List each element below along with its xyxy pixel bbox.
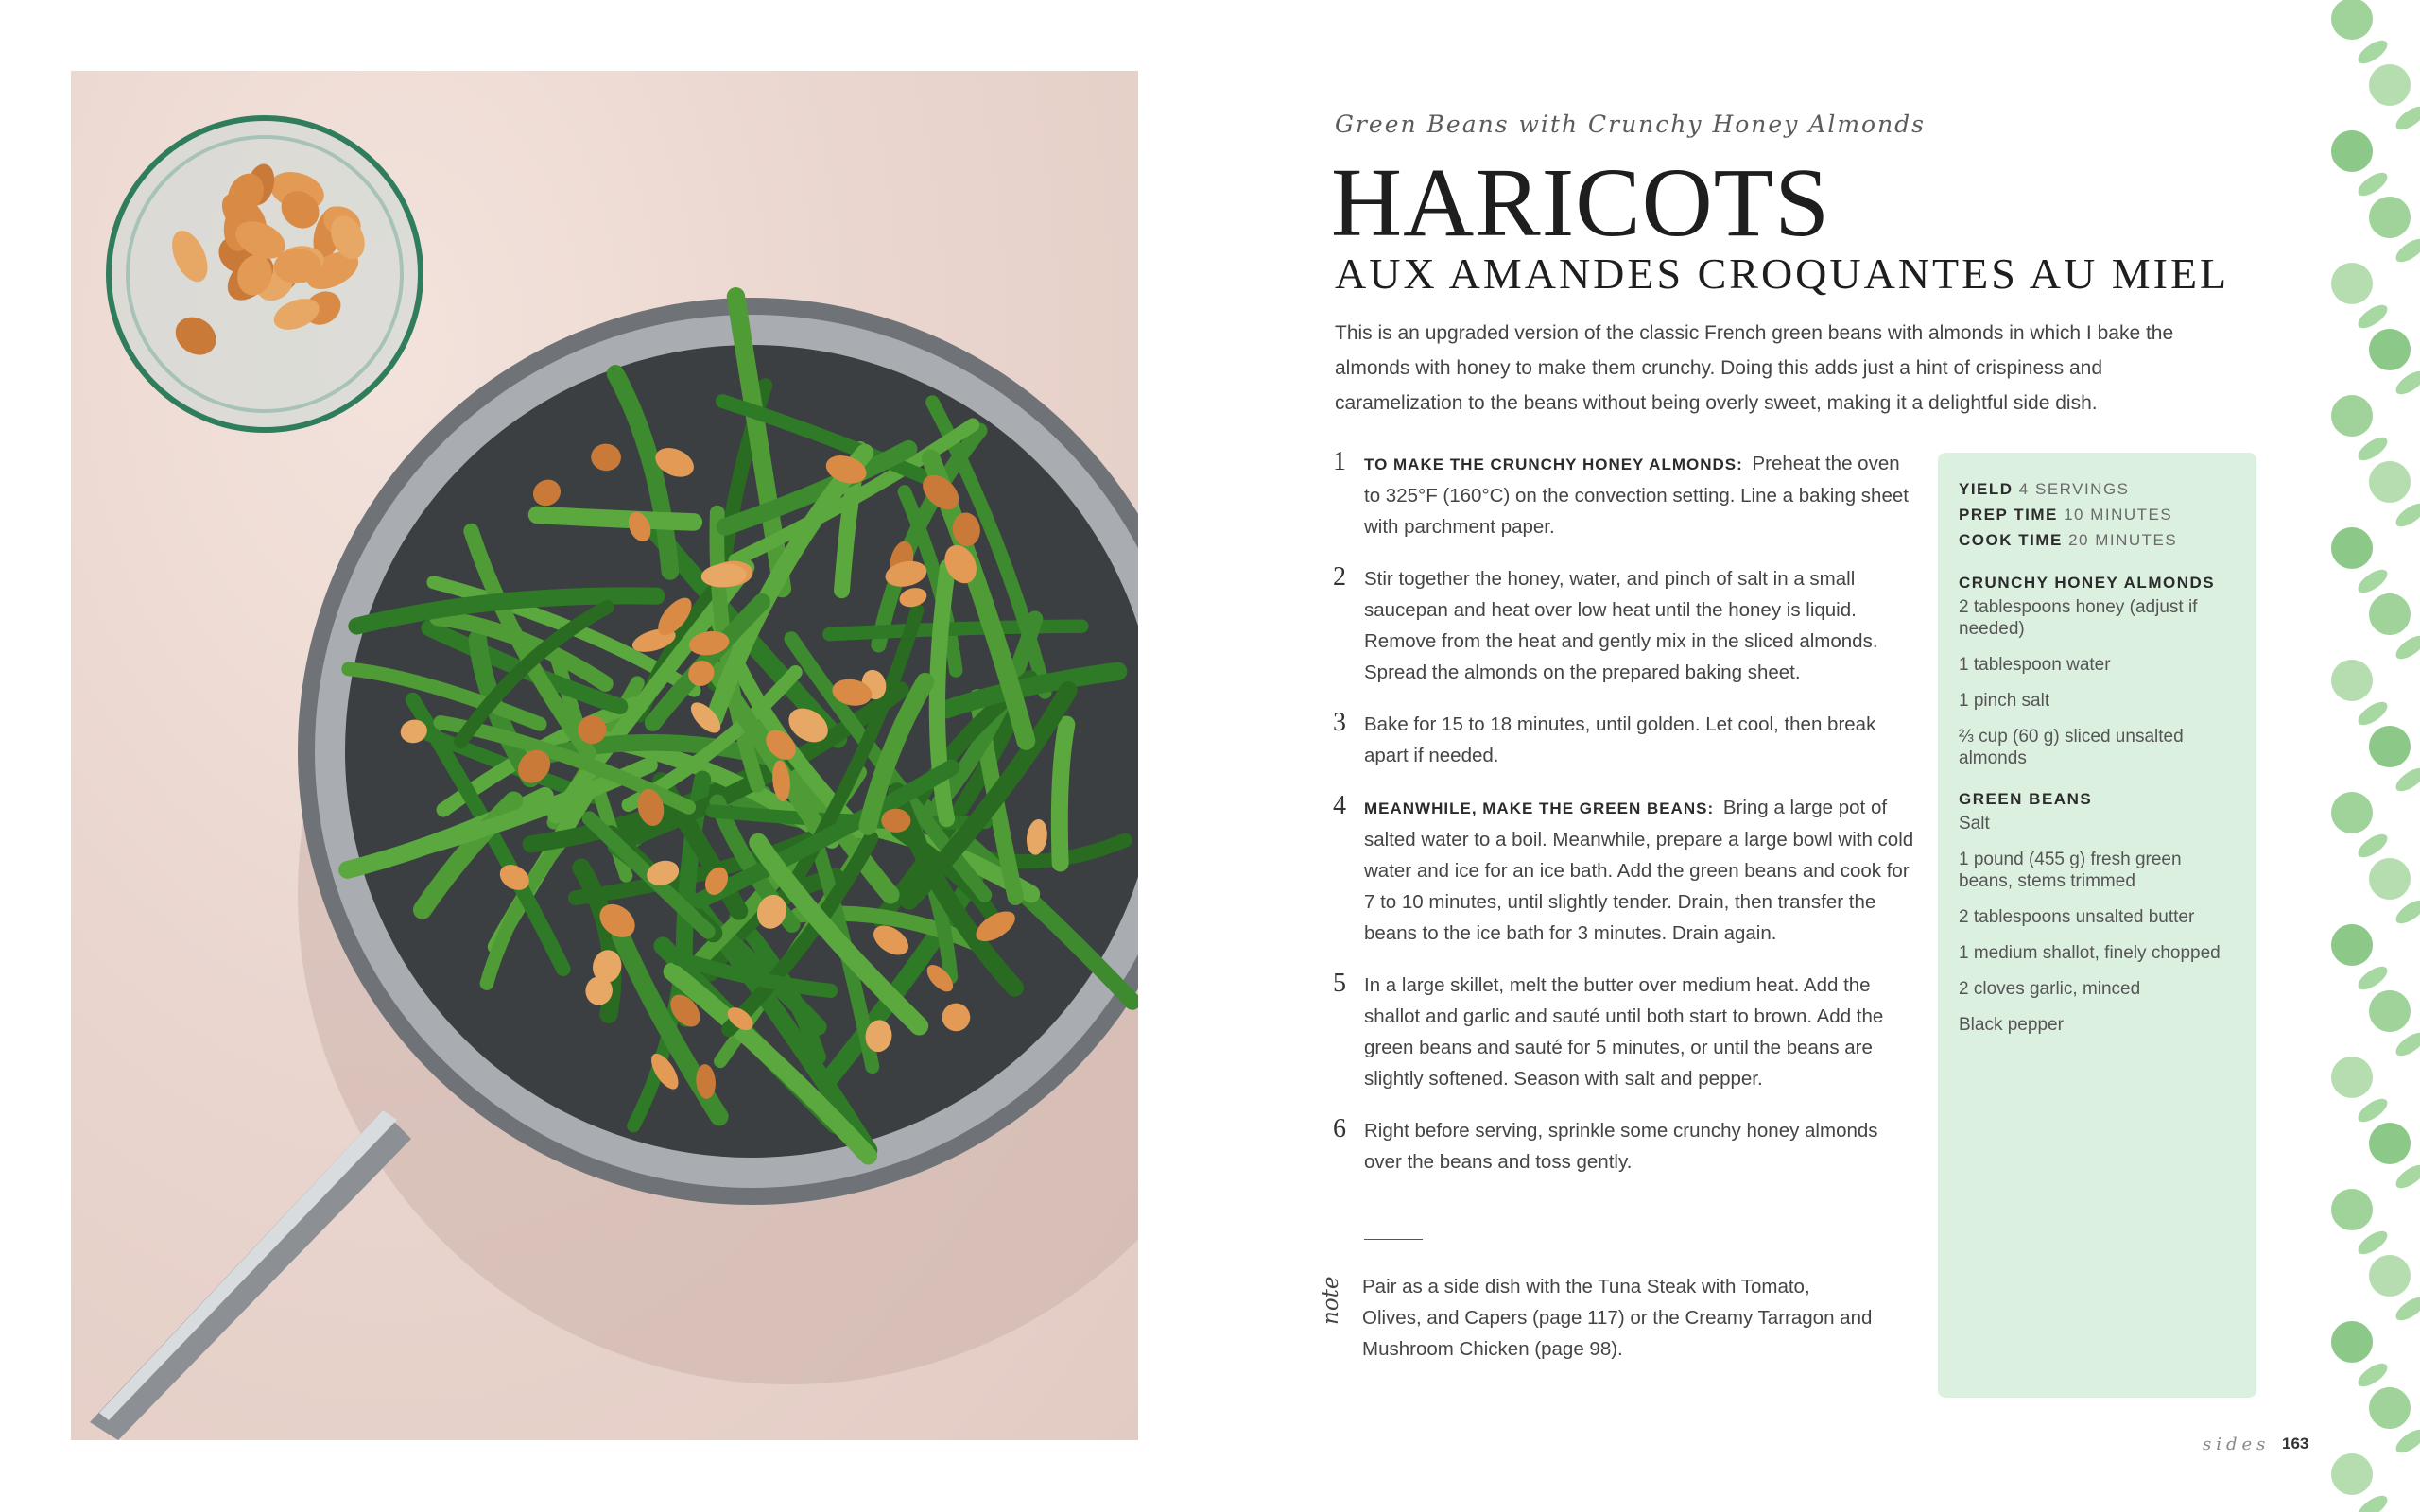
ingredients-panel [1938,453,2256,1398]
flower-shape [2369,329,2411,370]
note-label: note [1319,1276,1343,1325]
recipe-steps [1333,448,1919,1198]
step-text: Bring a large pot of salted water to a boil. Meanwhile, prepare a large bowl with cold water and ice for an ice bath. Add the green beans and cook for 7 to 10 minutes, until slightly tender. Drain, then transfer the beans to the ice bath for 3 minutes. Drain again. [1364,797,1914,944]
cook-label: COOK TIME [1959,531,2063,549]
step-number: 1 [1333,447,1346,476]
leaf-shape [2393,102,2420,134]
leaf-shape [2355,433,2392,465]
flower-shape [2369,64,2411,106]
leaf-shape [2393,896,2420,928]
leaf-shape [2355,1094,2392,1126]
step-number: 6 [1333,1114,1346,1143]
leaf-shape [2355,301,2392,333]
cook-value: 20 MINUTES [2068,531,2178,549]
flower-shape [2369,726,2411,767]
step-5 [1333,970,1919,1094]
green-bean [829,627,1081,634]
leaf-shape [2393,499,2420,531]
recipe-title-sub: AUX AMANDES CROQUANTES AU MIEL [1335,249,2230,298]
flower-shape [2369,593,2411,635]
flower-shape [2331,130,2373,172]
yield-label: YIELD [1959,480,2014,498]
section-heading-almonds: CRUNCHY HONEY ALMONDS [1959,574,2216,592]
flower-shape [2369,1387,2411,1429]
prep-time-line [1959,502,2236,527]
note-text: Pair as a side dish with the Tuna Steak with Tomato, Olives, and Capers (page 117) or the Creamy Tarragon and Mushroom Chicken (page 98). [1362,1276,1873,1360]
section-heading-green-beans: GREEN BEANS [1959,790,2093,808]
green-bean [1060,725,1066,864]
flower-shape [2331,1057,2373,1098]
step-text: Preheat the oven to 325°F (160°C) on the convection setting. Line a baking sheet with parchment paper. [1364,453,1909,538]
step-lead: TO MAKE THE CRUNCHY HONEY ALMONDS: [1364,455,1743,473]
leaf-shape [2355,168,2392,200]
flower-shape [2331,660,2373,701]
leaf-shape [2355,1359,2392,1391]
leaf-shape [2355,697,2392,730]
flower-shape [2369,461,2411,503]
yield-line [1959,476,2236,502]
leaf-shape [2393,1293,2420,1325]
step-4 [1333,792,1919,949]
step-2 [1333,563,1919,688]
leaf-shape [2355,1491,2392,1512]
green-beans-skillet-illustration [71,71,1138,1440]
recipe-intro: This is an upgraded version of the classic French green beans with almonds in which I bake the almonds with honey to make them crunchy. Doing this adds just a hint of crispiness and caramelization to the beans without being overly sweet, making it a delightful side dish. [1335,322,2174,414]
flower-shape [2331,263,2373,304]
leaf-shape [2393,1028,2420,1060]
leaf-shape [2355,565,2392,597]
step-3 [1333,709,1919,771]
prep-value: 10 MINUTES [2064,506,2173,524]
step-number: 5 [1333,969,1346,998]
recipe-title: HARICOTS [1331,148,1831,257]
flower-shape [2331,527,2373,569]
ingredient-item: 1 pinch salt [1959,691,2050,711]
step-text: Right before serving, sprinkle some crunchy honey almonds over the beans and toss gently. [1364,1120,1878,1173]
flower-shape [2369,197,2411,238]
page-number: 163 [2282,1435,2309,1452]
ingredient-item: Salt [1959,814,1990,833]
flower-shape [2331,1321,2373,1363]
ingredient-item: 2 cloves garlic, minced [1959,979,2141,999]
flower-shape [2331,1453,2373,1495]
step-number: 3 [1333,708,1346,737]
flower-shape [2331,924,2373,966]
prep-label: PREP TIME [1959,506,2058,524]
leaf-shape [2393,631,2420,663]
step-text: Bake for 15 to 18 minutes, until golden. Let cool, then break apart if needed. [1364,713,1876,766]
leaf-shape [2393,234,2420,266]
ingredient-item: 2 tablespoons honey (adjust if needed) [1959,597,2198,639]
ingredient-item: 1 medium shallot, finely chopped [1959,943,2221,963]
leaf-shape [2355,962,2392,994]
step-lead: MEANWHILE, MAKE THE GREEN BEANS: [1364,799,1715,817]
flower-shape [2369,1123,2411,1164]
recipe-subtitle: Green Beans with Crunchy Honey Almonds [1335,111,1927,138]
leaf-shape [2393,1160,2420,1193]
ingredient-item: ⅔ cup (60 g) sliced unsalted almonds [1959,727,2184,768]
flower-shape [2331,1189,2373,1230]
leaf-shape [2393,1425,2420,1457]
leaf-shape [2393,367,2420,399]
flower-shape [2369,990,2411,1032]
note-divider [1364,1239,1423,1240]
step-6 [1333,1115,1919,1177]
recipe-photo [71,71,1138,1440]
step-text: Stir together the honey, water, and pinch of salt in a small saucepan and heat over low heat until the honey is liquid. Remove from the heat and gently mix in the sliced almonds. Spread the almonds on the prepared baking sheet. [1364,568,1878,683]
floral-pattern [2324,0,2420,1512]
flower-shape [2369,858,2411,900]
leaf-shape [2393,764,2420,796]
step-number: 2 [1333,562,1346,592]
yield-value: 4 SERVINGS [2018,480,2130,498]
leaf-shape [2355,1227,2392,1259]
green-bean [537,515,694,523]
ingredient-item: 1 tablespoon water [1959,655,2111,675]
step-1 [1333,448,1919,542]
flower-shape [2331,0,2373,40]
floral-border [2324,0,2420,1512]
flower-shape [2331,792,2373,833]
cook-time-line [1959,527,2236,553]
leaf-shape [2355,36,2392,68]
ingredient-item: 1 pound (455 g) fresh green beans, stems trimmed [1959,850,2182,891]
footer-section-label: sides [2203,1435,2271,1454]
flower-shape [2331,395,2373,437]
ingredient-item: 2 tablespoons unsalted butter [1959,907,2195,927]
step-number: 4 [1333,791,1346,820]
step-text: In a large skillet, melt the butter over medium heat. Add the shallot and garlic and sauté until both start to brown. Add the green beans and sauté for 5 minutes, or until the beans are slightly softened. Season with salt and pepper. [1364,974,1884,1090]
leaf-shape [2355,830,2392,862]
flower-shape [2369,1255,2411,1297]
ingredient-item: Black pepper [1959,1015,2064,1035]
